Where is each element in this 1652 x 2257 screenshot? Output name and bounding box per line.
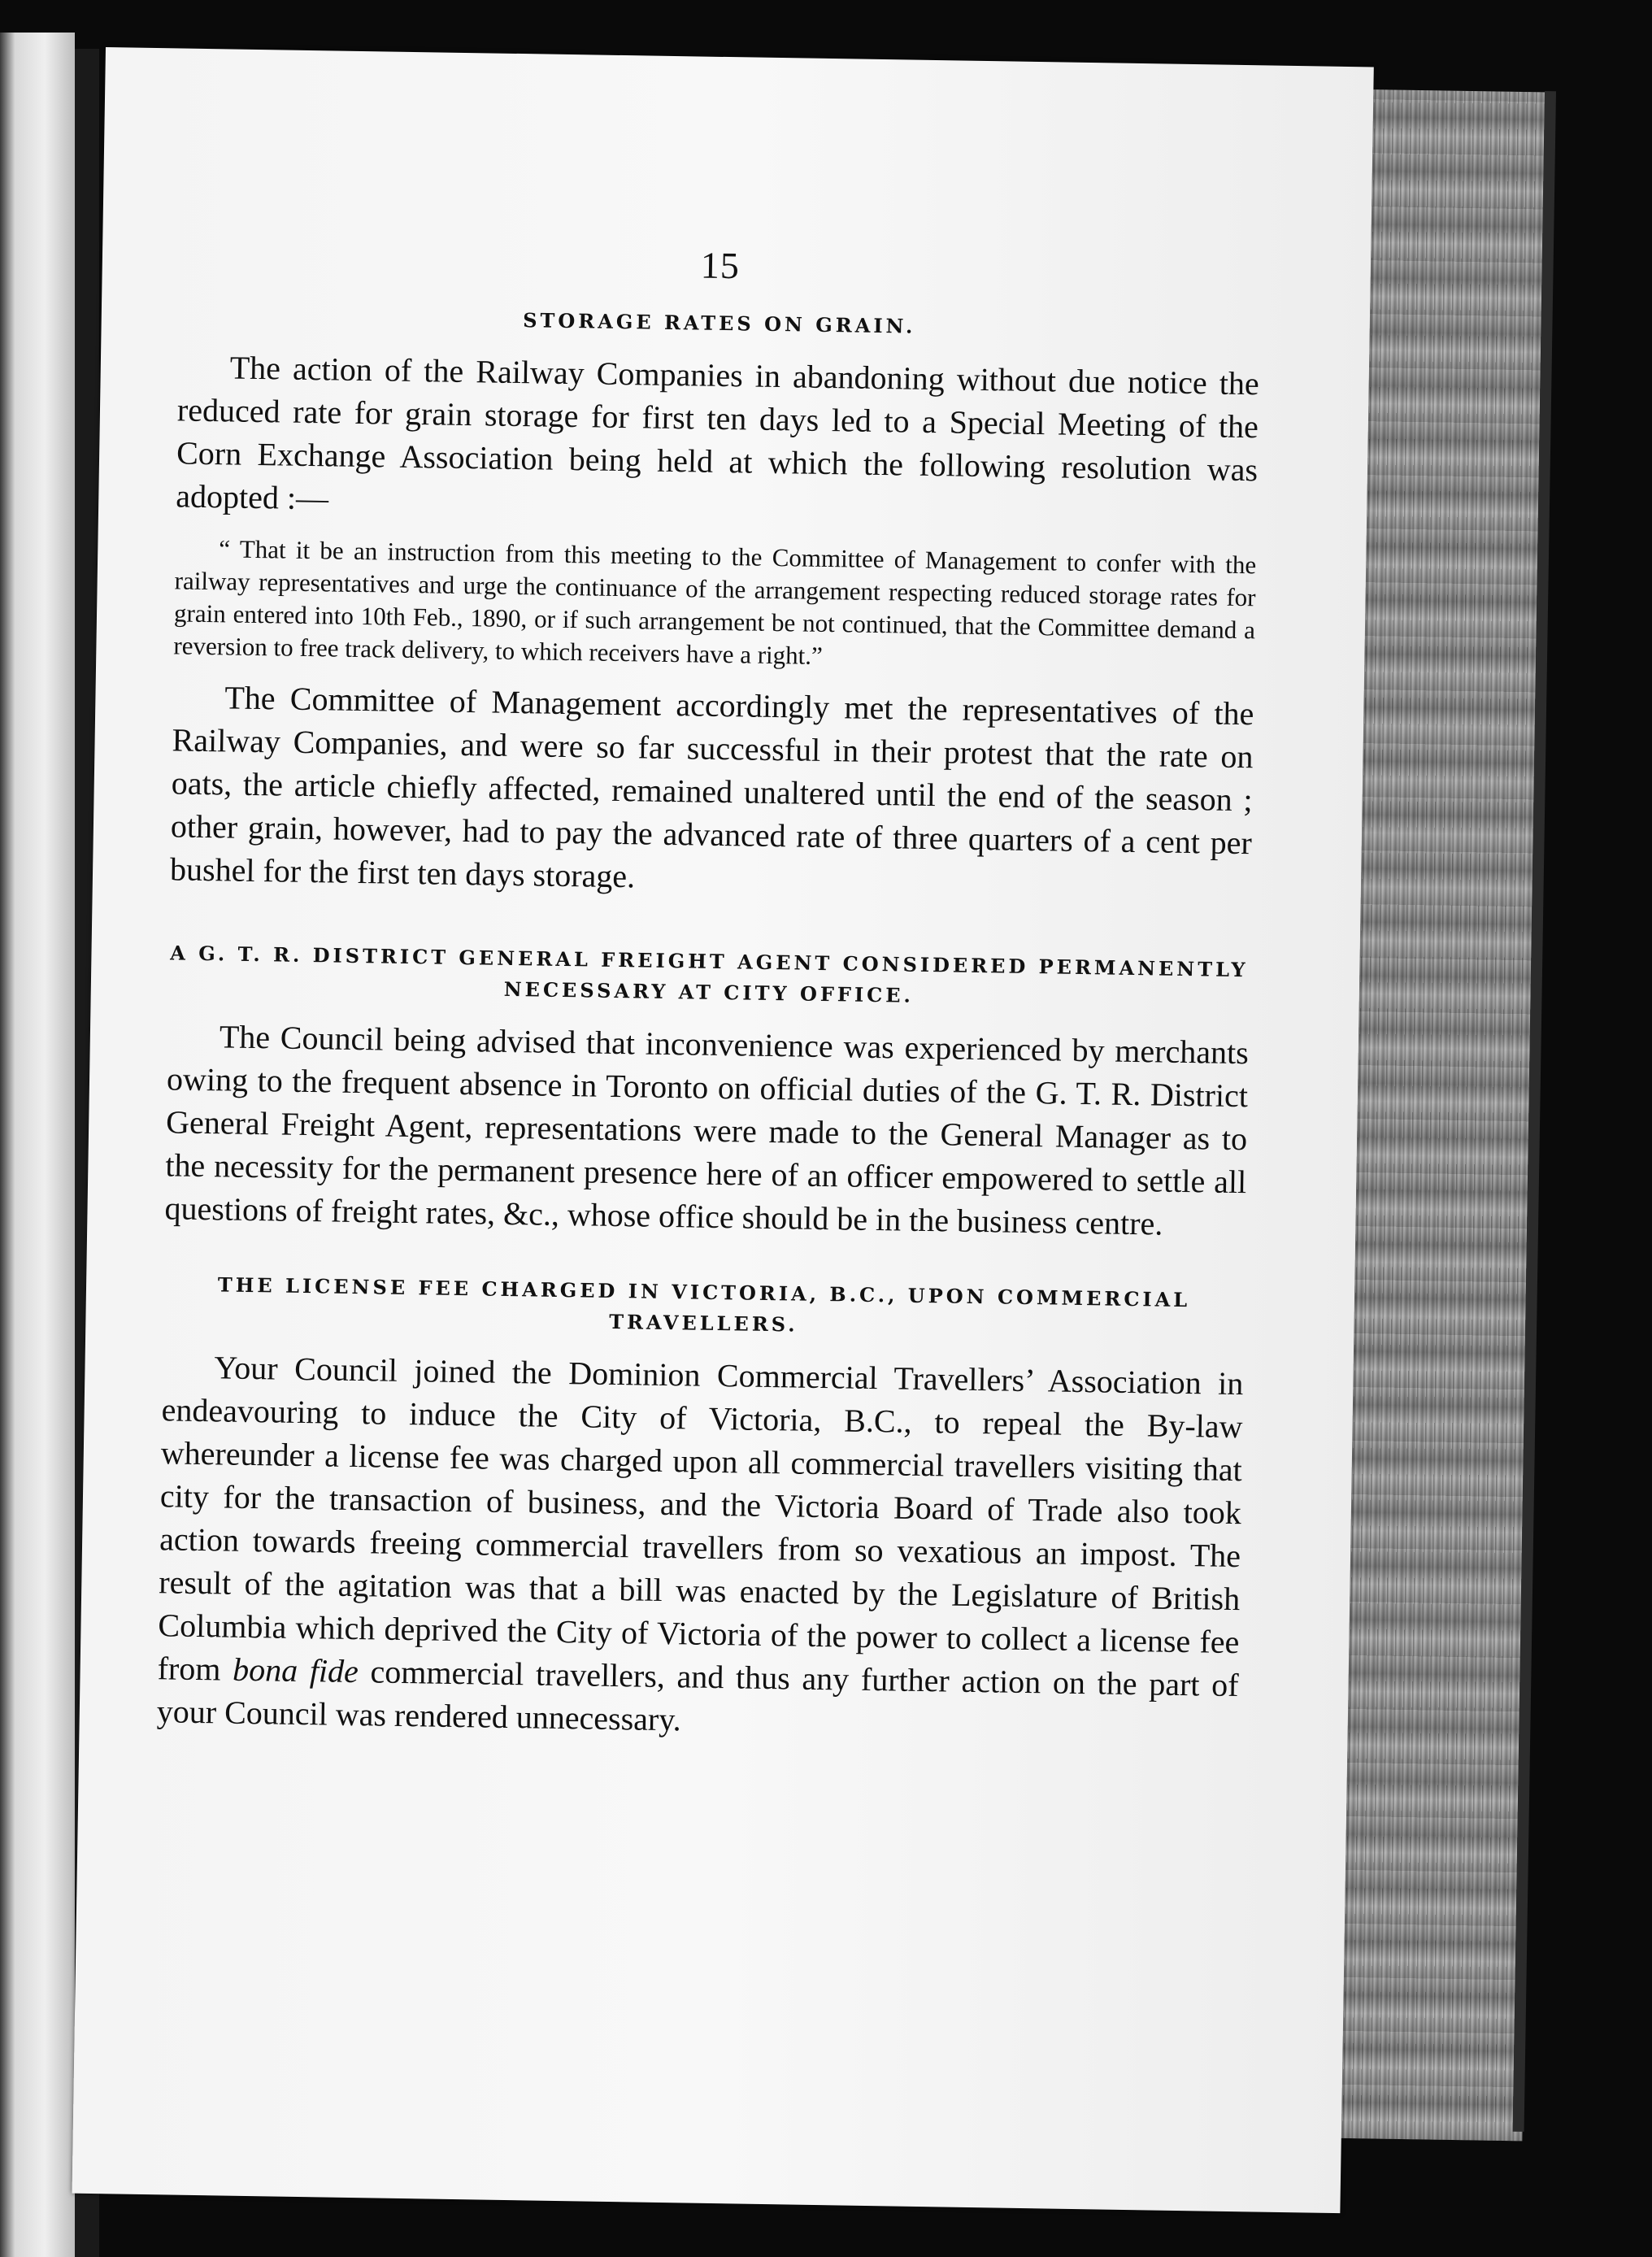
- paragraph-text: commercial travellers, and thus any further action on the part of your Council was rendered unnecessary.: [156, 1653, 1239, 1738]
- heading-line: A G. T. R. DISTRICT GENERAL FREIGHT AGENT CONSIDERED PERMANENTLY: [170, 941, 1249, 982]
- heading-line: TRAVELLERS.: [609, 1309, 798, 1337]
- heading-line: THE LICENSE FEE CHARGED IN VICTORIA, B.C., UPON COMMERCIAL: [217, 1272, 1191, 1312]
- paragraph-text: Your Council joined the Dominion Commercial Travellers’ Association in endeavouring to induce the City of Victoria, B.C., to repeal the By-law whereunder a license fee was charged upon all commercial travellers visiting that city for the transaction of business, and the Victoria Board of Trade also took action towards freeing commercial travellers from so vexatious an impost. The result of the agitation was that a bill was enacted by the Legislature of British Columbia which deprived the City of Victoria of the power to collect a license fee from: [157, 1349, 1244, 1688]
- paragraph: The Committee of Management accordingly met the representatives of the Railway Companies, and were so far successful in their protest that the rate on oats, the article chiefly affected, remained unaltered until the end of the season ; other grain, however, had to pay the advanced rate of three quarters of a cent per bushel for the first ten days storage.: [169, 679, 1254, 895]
- page-number: 15: [700, 244, 741, 287]
- heading-line: NECESSARY AT CITY OFFICE.: [503, 976, 915, 1007]
- resolution-quote: “ That it be an instruction from this meeting to the Committee of Management to confer with the railway representatives and urge the continuance of the arrangement respecting reduced storage rates for grain entered into 10th Feb., 1890, or if such arrangement be not continued, that the Committee demand a reversion to free track delivery, to which receivers have a right.”: [173, 534, 1257, 670]
- paragraph: [156, 1345, 1243, 1750]
- book-page: [72, 47, 1374, 2213]
- section-heading-storage-rates: STORAGE RATES ON GRAIN.: [522, 308, 916, 338]
- italic-phrase: bona fide: [232, 1650, 359, 1690]
- paragraph: The Council being advised that inconvenience was experienced by merchants owing to the frequent absence in Toronto on official duties of the G. T. R. District General Freight Agent, representations were made to the General Manager as to the necessity for the permanent presence here of an officer empowered to settle all questions of freight rates, &c., whose office should be in the business centre.: [164, 1018, 1250, 1242]
- facing-page-edge: [0, 33, 75, 2257]
- page-content: [156, 235, 1261, 1750]
- paragraph: The action of the Railway Companies in abandoning without due notice the reduced rate for grain storage for first ten days led to a Special Meeting of the Corn Exchange Association being held at which the following resolution was adopted :—: [175, 349, 1260, 517]
